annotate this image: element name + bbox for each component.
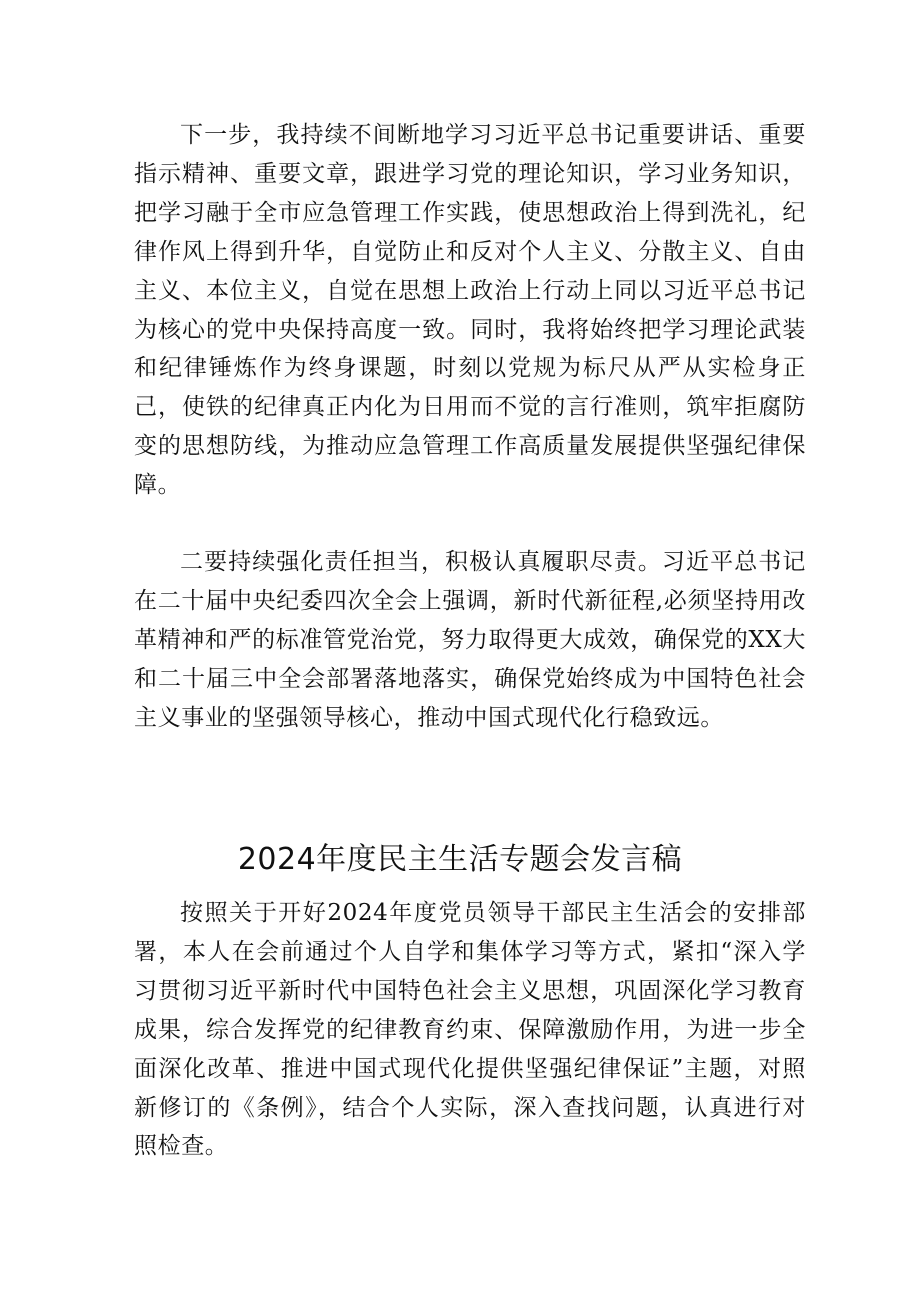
paragraph-responsibility: 二要持续强化责任担当，积极认真履职尽责。习近平总书记在二十届中央纪委四次全会上强调，新时代新征程,必须坚持用改革精神和严的标准管党治党，努力取得更大成效，确保党的XX大和二十届三中全会部署落地落实，确保党始终成为中国特色社会主义事业的坚强领导核心，推动中国式现代化行稳致远。 [134, 549, 806, 731]
paragraph-next-step: 下一步，我持续不间断地学习习近平总书记重要讲话、重要指示精神、重要文章，跟进学习党的理论知识，学习业务知识，把学习融于全市应急管理工作实践，使思想政治上得到洗礼，纪律作风上得到升华，自觉防止和反对个人主义、分散主义、自由主义、本位主义，自觉在思想上政治上行动上同以习近平总书记为核心的党中央保持高度一致。同时，我将始终把学习理论武装和纪律锤炼作为终身课题，时刻以党规为标尺从严从实检身正己，使铁的纪律真正内化为日用而不觉的言行准则，筑牢拒腐防变的思想防线，为推动应急管理工作高质量发展提供坚强纪律保障。 [134, 122, 806, 499]
document-title: 2024年度民主生活专题会发言稿 [237, 842, 683, 877]
paragraph-intro: 按照关于开好2024年度党员领导干部民主生活会的安排部署，本人在会前通过个人自学和集体学习等方式，紧扣“深入学习贯彻习近平新时代中国特色社会主义思想，巩固深化学习教育成果，综合发挥党的纪律教育约束、保障激励作用，为进一步全面深化改革、推进中国式现代化提供坚强纪律保证”主题，对照新修订的《条例》，结合个人实际，深入查找问题，认真进行对照检查。 [134, 900, 806, 1160]
